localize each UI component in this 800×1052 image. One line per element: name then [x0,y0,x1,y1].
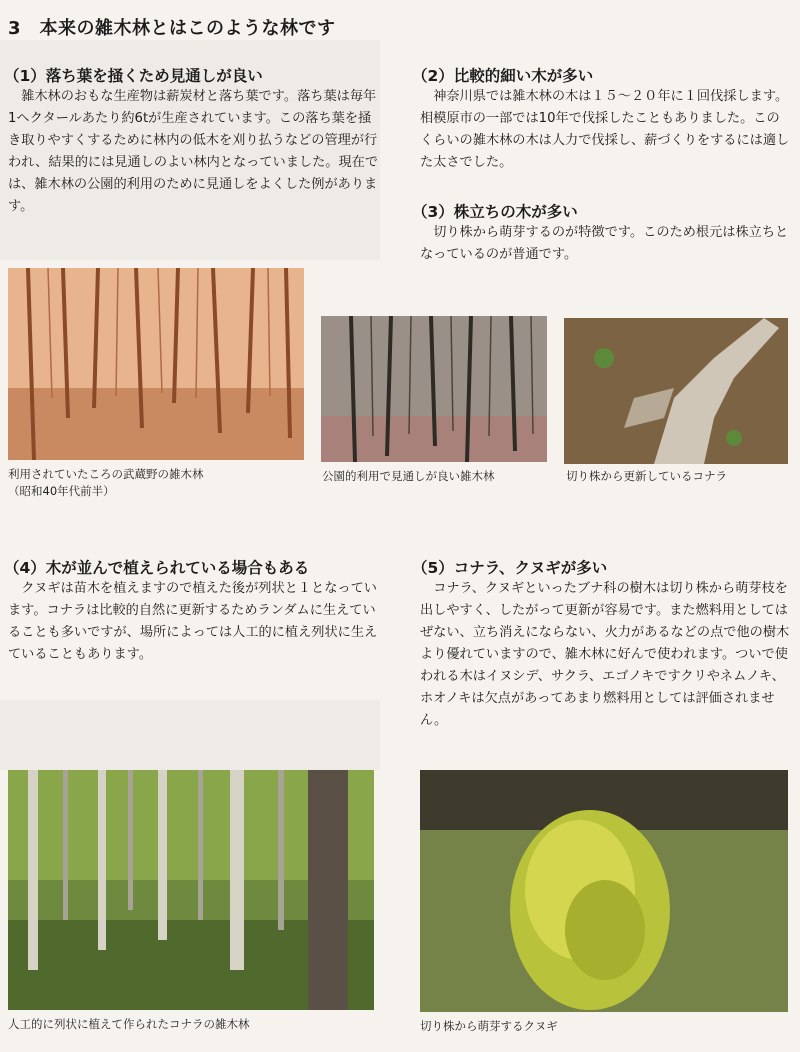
caption-photo-1 [8,466,304,500]
bg-panel-left-lower [0,700,380,770]
photo-musashino-forest [8,268,304,460]
caption-photo-2: 公園的利用で見通しが良い雑木林 [322,469,495,483]
photo-planted-konara-forest [8,770,374,1010]
caption-photo-4: 人工的に列状に植えて作られたコナラの雑木林 [8,1017,250,1031]
caption-photo-3: 切り株から更新しているコナラ [566,469,727,483]
section-1-body: 雑木林のおもな生産物は薪炭材と落ち葉です。落ち葉は毎年1ヘクタールあたり約6tが生産されています。この落ち葉を掻き取りやすくするために林内の低木を刈り払うなどの管理が行われ、結果的には見通しのよい林内となっていました。現在では、雑木林の公園的利用のために見通しをよくした例があります。 [8,89,379,214]
page-title: 3 本来の雑木林とはこのような林です [8,18,336,39]
photo-stump-konara [564,318,788,464]
caption-photo-1-line1: 利用されていたころの武蔵野の雑木林 [8,467,204,481]
section-5-heading: （5）コナラ、クヌギが多い [412,559,608,577]
caption-photo-5: 切り株から萌芽するクヌギ [420,1019,558,1033]
section-1-heading: （1）落ち葉を掻くため見通しが良い [4,67,263,85]
photo-park-forest [321,316,547,462]
section-2-heading: （2）比較的細い木が多い [412,67,594,85]
section-4-heading: （4）木が並んで植えられている場合もある [4,559,310,577]
section-4-body: クヌギは苗木を植えますので植えた後が列状と１となっています。コナラは比較的自然に更新するためランダムに生えていることも多いですが、場所によっては人工的に植え列状に生えていることもあります。 [8,581,378,662]
section-3-body: 切り株から萌芽するのが特徴です。このため根元は株立ちとなっているのが普通です。 [420,225,789,262]
caption-photo-1-line2: （昭和40年代前半） [8,484,115,498]
section-3-heading: （3）株立ちの木が多い [412,203,578,221]
section-2-body: 神奈川県では雑木林の木は１５～２０年に１回伐採します。相模原市の一部では10年で伐採したこともありました。このくらいの雑木林の木は人力で伐採し、薪づくりをするには適した太さでした。 [420,89,790,170]
section-5-body: コナラ、クヌギといったブナ科の樹木は切り株から萌芽枝を出しやすく、したがって更新が容易です。また燃料用としてはぜない、立ち消えにならない、火力があるなどの点で他の樹木より優れていますので、雑木林に好んで使われます。ついで使われる木はイヌシデ、サクラ、エゴノキですクリやネムノキ、ホオノキは欠点があってあまり燃料用としては評価されません。 [420,581,790,728]
photo-kunugi-sprouting [420,770,788,1012]
